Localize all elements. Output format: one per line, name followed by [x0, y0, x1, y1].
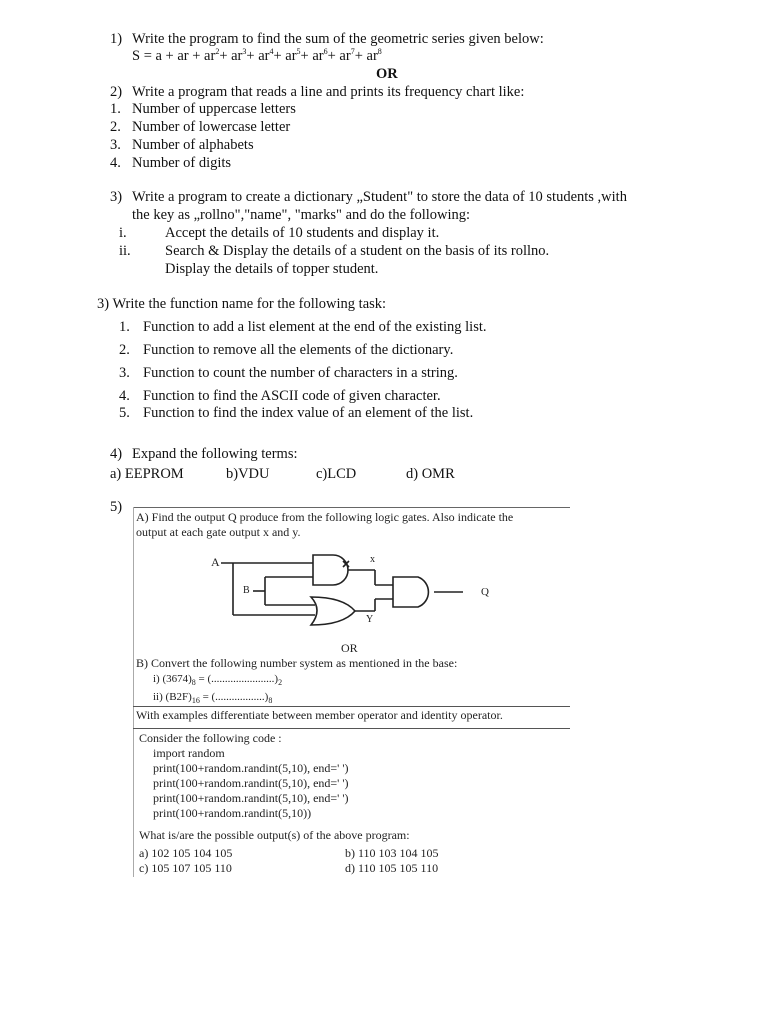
label-a: A — [211, 555, 220, 569]
q4-number: 4) — [110, 446, 123, 462]
left-border — [133, 507, 134, 877]
q4-c: c)LCD — [316, 466, 357, 482]
q5b-i-target: 2 — [278, 678, 283, 688]
q3a-item: Search & Display the details of a student on the basis of its rollno. — [165, 243, 550, 259]
option-c: c) 105 107 105 110 — [139, 861, 232, 875]
q5b-ii-target: 8 — [268, 696, 273, 706]
code-line: import random — [153, 746, 225, 760]
q4-text: Expand the following terms: — [132, 446, 298, 462]
q5b-ii-base: 16 — [191, 696, 200, 706]
q5-scanned-image — [133, 505, 570, 877]
q5b-i — [153, 672, 282, 690]
q3a-item: Accept the details of 10 students and display it. — [165, 225, 440, 241]
q3a-item-num: ii. — [119, 243, 131, 259]
q5-consider: Consider the following code : — [139, 731, 282, 745]
q1-text: Write the program to find the sum of the geometric series given below: — [132, 31, 544, 47]
logic-gate-diagram — [193, 545, 513, 635]
q5b-line: B) Convert the following number system as mentioned in the base: — [136, 656, 458, 670]
q5b-ii-text: ii) (B2F) — [153, 691, 192, 703]
q2-item: Number of digits — [132, 155, 232, 171]
q2-number: 2) — [110, 84, 123, 100]
q5-question: What is/are the possible output(s) of the above program: — [139, 828, 410, 842]
q3b-item-num: 3. — [119, 365, 130, 381]
q3a-number: 3) — [110, 189, 123, 205]
label-q: Q — [481, 586, 489, 598]
q3a-line2: the key as „rollno","name", "marks" and do the following: — [132, 207, 471, 223]
q3b-item: Function to find the index value of an element of the list. — [143, 405, 474, 421]
q2-text: Write a program that reads a line and prints its frequency chart like: — [132, 84, 525, 100]
option-d: d) 110 105 105 110 — [345, 861, 439, 875]
exp: 2 — [215, 47, 220, 57]
q3a-item: Display the details of topper student. — [165, 261, 379, 277]
exp: 6 — [323, 47, 328, 57]
exp: 8 — [377, 47, 382, 57]
q3b-item: Function to remove all the elements of the dictionary. — [143, 342, 454, 358]
label-b: B — [243, 585, 250, 596]
q3b-item-num: 5. — [119, 405, 130, 421]
code-line: print(100+random.randint(5,10), end=' ') — [153, 776, 349, 790]
q2-item: Number of lowercase letter — [132, 119, 291, 135]
q5b-i-text: i) (3674) — [153, 673, 192, 685]
q3b-item-num: 1. — [119, 319, 130, 335]
term: + ar — [246, 48, 270, 64]
q3b-item: Function to add a list element at the end of the existing list. — [143, 319, 487, 335]
code-line: print(100+random.randint(5,10), end=' ') — [153, 761, 349, 775]
q4-a: a) EEPROM — [110, 466, 184, 482]
q5-diff: With examples differentiate between member operator and identity operator. — [136, 708, 503, 722]
label-x: x — [370, 554, 375, 565]
q3a-item-num: i. — [119, 225, 127, 241]
exp: 7 — [350, 47, 355, 57]
q2-item: Number of uppercase letters — [132, 101, 296, 117]
q2-item-num: 2. — [110, 119, 121, 135]
exp: 3 — [242, 47, 247, 57]
q5b-ii-blank: = (..................) — [199, 691, 269, 703]
q4-d: d) OMR — [406, 466, 455, 482]
term: + ar — [354, 48, 378, 64]
term: + ar — [327, 48, 351, 64]
divider — [133, 706, 570, 707]
q5a-line1: A) Find the output Q produce from the following logic gates. Also indicate the — [136, 510, 514, 524]
term: + ar — [219, 48, 243, 64]
q5b-i-base: 8 — [191, 678, 196, 688]
q2-item-num: 4. — [110, 155, 121, 171]
option-b: b) 110 103 104 105 — [345, 846, 439, 860]
term: + ar — [300, 48, 324, 64]
q3a-line1: Write a program to create a dictionary „Student" to store the data of 10 students ,with — [132, 189, 627, 205]
divider — [133, 507, 570, 508]
q1-number: 1) — [110, 31, 123, 47]
q3b-item: Function to find the ASCII code of given character. — [143, 388, 441, 404]
formula-prefix: S = a + ar + ar — [132, 48, 216, 64]
q3b-text: 3) Write the function name for the following task: — [97, 296, 387, 312]
q2-item: Number of alphabets — [132, 137, 254, 153]
q3b-item: Function to count the number of characters in a string. — [143, 365, 458, 381]
code-line: print(100+random.randint(5,10)) — [153, 806, 312, 820]
option-a: a) 102 105 104 105 — [139, 846, 233, 860]
q2-item-num: 1. — [110, 101, 121, 117]
term: + ar — [273, 48, 297, 64]
q4-b: b)VDU — [226, 466, 270, 482]
exp: 4 — [269, 47, 274, 57]
q1-or: OR — [376, 66, 398, 82]
q5a-line2: output at each gate output x and y. — [136, 525, 301, 539]
q2-item-num: 3. — [110, 137, 121, 153]
q3b-item-num: 4. — [119, 388, 130, 404]
q5-number: 5) — [110, 499, 123, 515]
q3b-item-num: 2. — [119, 342, 130, 358]
label-y: Y — [366, 614, 374, 625]
q5-or: OR — [341, 641, 358, 655]
exp: 5 — [296, 47, 301, 57]
divider — [133, 728, 570, 729]
code-line: print(100+random.randint(5,10), end=' ') — [153, 791, 349, 805]
q1-formula — [132, 48, 382, 65]
q5b-i-blank: = (.......................) — [195, 673, 279, 685]
